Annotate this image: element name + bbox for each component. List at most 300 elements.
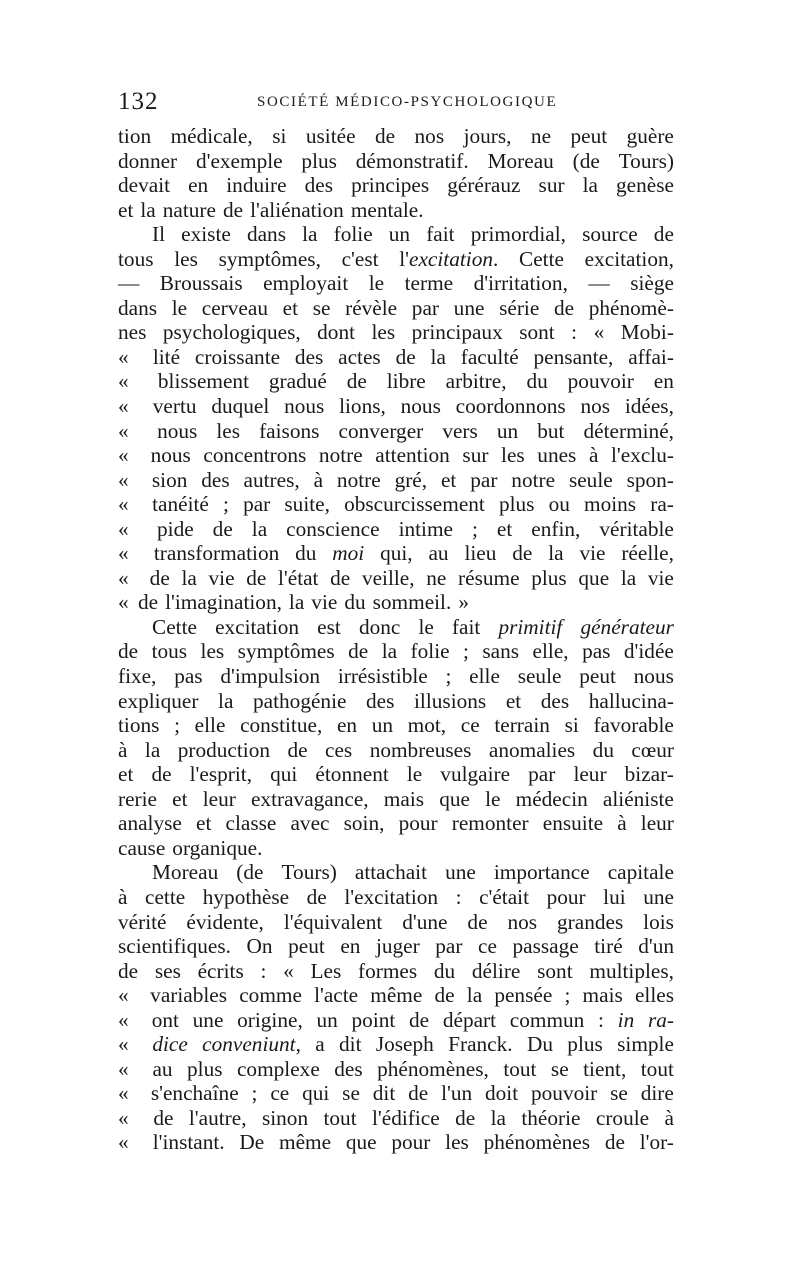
word: »	[458, 590, 469, 615]
word: faculté	[460, 344, 519, 369]
word: le	[485, 786, 501, 811]
text-line	[118, 590, 674, 615]
word: se	[550, 1056, 569, 1081]
word: but	[537, 418, 565, 443]
word: rerie	[118, 786, 158, 811]
page-number: 132	[118, 88, 159, 115]
text-line	[118, 419, 674, 444]
word: On	[246, 934, 273, 959]
word: le	[418, 614, 434, 639]
quote-mark: «	[118, 369, 129, 394]
word: de	[246, 565, 267, 590]
word: nous	[400, 394, 441, 419]
word: hypothèse	[202, 884, 290, 909]
word: vie	[579, 541, 606, 566]
word: affai-	[628, 344, 674, 369]
word: de	[118, 958, 139, 983]
quote-mark: «	[118, 516, 129, 541]
word: moins	[584, 492, 637, 517]
word: tous	[118, 246, 154, 271]
word: déterminé,	[583, 418, 674, 443]
word: est	[317, 614, 341, 639]
word: par	[243, 492, 271, 517]
word: Broussais	[159, 271, 243, 296]
word: primordial,	[470, 222, 566, 247]
word: de	[512, 541, 533, 566]
word: de	[604, 1130, 625, 1155]
word: elle	[194, 713, 226, 738]
word: la	[144, 737, 161, 762]
text-line	[118, 664, 674, 689]
word: l'imagination,	[165, 590, 282, 615]
text-line	[118, 247, 674, 272]
word: constitue,	[240, 713, 323, 738]
word: un	[496, 418, 519, 443]
word: actes	[338, 344, 381, 369]
word: dire	[640, 1081, 674, 1106]
word: l'état	[277, 565, 319, 590]
word: ;	[463, 639, 469, 664]
word: nes	[118, 320, 147, 345]
word: jours,	[463, 124, 512, 148]
word: la	[582, 173, 598, 198]
word: veille,	[361, 565, 415, 590]
word: Franck.	[448, 1032, 513, 1057]
text-line	[118, 1106, 674, 1131]
word: plus	[567, 1032, 603, 1057]
word: scientifiques.	[118, 934, 231, 959]
word: spon-	[626, 467, 674, 492]
quote-mark: «	[118, 1007, 129, 1032]
word: s'enchaîne	[150, 1081, 239, 1106]
word: médicale,	[170, 124, 253, 148]
quote-mark: «	[118, 590, 129, 615]
text-line	[118, 885, 674, 910]
word: leur	[573, 762, 607, 787]
word: gérérauz	[447, 173, 521, 198]
word: l'acte	[314, 983, 359, 1008]
word: nature	[162, 197, 216, 222]
word: Joseph	[375, 1032, 434, 1057]
text-line	[118, 566, 674, 591]
word: sion	[151, 467, 188, 492]
word: mais	[383, 786, 425, 811]
word: avec	[290, 811, 330, 836]
word: ;	[472, 516, 478, 541]
word: (de	[236, 860, 264, 885]
word: siège	[630, 271, 674, 296]
text-line	[118, 910, 674, 935]
text-line	[118, 738, 674, 763]
word: irrésistible	[337, 664, 428, 689]
word: simple	[617, 1032, 674, 1057]
word: la	[218, 688, 234, 713]
word: peut	[570, 124, 608, 148]
word: un	[388, 222, 411, 247]
word: tous	[151, 639, 188, 664]
word: des	[334, 1056, 363, 1081]
word: gradué	[268, 369, 327, 394]
word: c'est	[341, 246, 379, 271]
word: l'autre,	[188, 1105, 247, 1130]
word: symptômes	[237, 639, 335, 664]
word: nombreuses	[369, 737, 472, 762]
word: seule	[517, 664, 562, 689]
word: plus	[301, 148, 337, 173]
word: théorie	[521, 1105, 581, 1130]
word: gré,	[394, 467, 428, 492]
word: des	[366, 688, 395, 713]
word: elle	[469, 664, 500, 689]
word: les	[174, 246, 198, 271]
quote-mark: «	[118, 418, 129, 443]
word: peut	[579, 664, 616, 689]
word: ra-	[650, 492, 674, 517]
word: suite,	[284, 492, 330, 517]
word: tiré	[594, 934, 623, 959]
quote-mark: «	[118, 1081, 129, 1106]
word: que	[345, 1130, 377, 1155]
word: si	[564, 713, 579, 738]
word: la	[466, 983, 483, 1008]
page-header	[115, 88, 685, 118]
word: enfin,	[531, 516, 581, 541]
word: plus	[498, 492, 535, 517]
word: donc	[358, 614, 401, 639]
text-line	[118, 443, 674, 468]
word: Cette	[152, 614, 197, 639]
word: anomalies	[488, 737, 576, 762]
word: même	[370, 983, 423, 1008]
word: la	[251, 516, 268, 541]
word: de	[212, 516, 233, 541]
word: cette	[145, 884, 186, 909]
word: les	[501, 443, 525, 468]
word: de	[395, 344, 416, 369]
word: grandes	[557, 909, 624, 934]
word: Moreau	[152, 860, 219, 885]
word: ses	[154, 958, 181, 983]
word: de	[408, 1081, 429, 1106]
word: folie	[333, 222, 373, 247]
word: évidente,	[186, 909, 264, 934]
text-line	[118, 124, 674, 149]
word: notre	[336, 467, 381, 492]
word: de	[467, 909, 488, 934]
word: réelle,	[621, 541, 674, 566]
word: pas	[174, 664, 203, 689]
word: devait	[118, 173, 171, 198]
word: sinon	[261, 1105, 309, 1130]
text-line	[118, 860, 674, 885]
text-line	[118, 1008, 674, 1033]
word: dit	[339, 1032, 362, 1057]
quote-mark: «	[118, 1032, 129, 1057]
word: et	[196, 811, 212, 836]
word: l'aliénation	[250, 197, 344, 222]
word: elles	[634, 983, 674, 1008]
word: des	[294, 344, 324, 369]
word: à	[118, 884, 128, 909]
quote-mark: «	[118, 467, 129, 492]
word: d'idée	[623, 639, 674, 664]
word: Tours)	[281, 860, 337, 885]
word: leur	[640, 811, 674, 836]
word: les	[371, 320, 396, 345]
word: médecin	[515, 786, 588, 811]
word: tanéité	[152, 492, 209, 517]
word: d'exemple	[195, 148, 283, 173]
word: employait	[263, 271, 349, 296]
word: de	[330, 565, 351, 590]
word: de	[222, 197, 244, 222]
word: ;	[564, 983, 571, 1008]
word: des	[540, 688, 570, 713]
word: unes	[537, 443, 577, 468]
word: vérité	[118, 909, 167, 934]
text-line	[118, 198, 674, 223]
word: de	[149, 565, 170, 590]
word: tout	[640, 1056, 674, 1081]
word: vers	[442, 418, 478, 443]
word: de	[409, 1007, 430, 1032]
word: fait	[451, 614, 481, 639]
word: fixe,	[118, 664, 157, 689]
word: révèle	[345, 295, 398, 320]
word: un	[371, 713, 393, 738]
word: extravagance,	[250, 786, 369, 811]
word: ce	[460, 713, 480, 738]
word: vulgaire	[440, 762, 511, 787]
word: si	[272, 124, 287, 148]
word: même	[279, 1130, 332, 1155]
italic-word: dice	[152, 1032, 188, 1057]
word: notre	[511, 467, 556, 492]
word: sur	[462, 443, 489, 468]
word: intime	[398, 516, 453, 541]
word: phénomè-	[588, 295, 674, 320]
word: qui	[270, 762, 298, 787]
word: ces	[325, 737, 353, 762]
word: pensante,	[533, 344, 614, 369]
word: une	[453, 295, 485, 320]
word: attachait	[354, 860, 428, 885]
word: usitée	[305, 124, 356, 148]
word: terme	[404, 271, 454, 296]
body-text	[118, 124, 674, 1155]
word: pensée	[494, 983, 553, 1008]
word: du	[526, 369, 548, 394]
word: le	[171, 295, 188, 320]
text-line	[118, 296, 674, 321]
word: de	[138, 590, 159, 615]
word: de	[434, 983, 455, 1008]
word: conveniunt,	[202, 1032, 301, 1057]
word: Cette	[519, 246, 564, 271]
word: idées,	[624, 394, 674, 419]
word: les	[200, 639, 225, 664]
word: commun	[509, 1007, 585, 1032]
word: véritable	[599, 516, 674, 541]
word: remonter	[451, 811, 529, 836]
word: du	[592, 737, 614, 762]
word: cerveau	[201, 295, 268, 320]
word: sont	[537, 958, 573, 983]
word: variables	[150, 983, 228, 1008]
word: classe	[225, 811, 277, 836]
word: ont	[151, 1007, 179, 1032]
word: à	[664, 1105, 674, 1130]
word: par	[411, 295, 439, 320]
word: les	[216, 418, 241, 443]
word: illusions	[414, 688, 487, 713]
word: en	[653, 369, 674, 394]
word: phénomènes,	[377, 1056, 489, 1081]
word: nous	[157, 418, 198, 443]
word: du	[295, 541, 317, 566]
text-line	[118, 811, 674, 836]
word: doit	[485, 1081, 519, 1106]
word: elle,	[532, 639, 569, 664]
word: Moreau	[487, 148, 554, 173]
word: au	[428, 541, 449, 566]
word: sont	[519, 320, 555, 345]
word: complexe	[236, 1056, 320, 1081]
word: les	[445, 1130, 469, 1155]
running-title: SOCIÉTÉ MÉDICO-PSYCHOLOGIQUE	[257, 94, 558, 110]
word: démonstratif.	[355, 148, 469, 173]
word: autres,	[243, 467, 300, 492]
text-line	[118, 934, 674, 959]
word: pour	[546, 884, 586, 909]
word: et	[172, 786, 188, 811]
word: l'esprit,	[189, 762, 253, 787]
text-line	[118, 1130, 674, 1155]
word: des	[304, 173, 334, 198]
word: la	[140, 197, 156, 222]
word: Tours)	[618, 148, 674, 173]
word: à	[118, 737, 128, 762]
word: dans	[118, 295, 158, 320]
word: phénomènes	[483, 1130, 591, 1155]
word: Il	[152, 222, 166, 247]
word: nos	[580, 394, 611, 419]
text-line	[118, 149, 674, 174]
word: transformation	[153, 541, 280, 566]
word: une	[192, 1007, 224, 1032]
word: organique.	[172, 835, 263, 860]
word: ensuite	[542, 811, 604, 836]
word: croule	[595, 1105, 650, 1130]
word: lions,	[339, 394, 386, 419]
word: en	[340, 934, 361, 959]
word: l'édifice	[372, 1105, 440, 1130]
word: cause	[118, 835, 166, 860]
word: croissante	[194, 344, 281, 369]
text-line	[118, 345, 674, 370]
word: pide	[157, 516, 194, 541]
word: de	[346, 369, 367, 394]
word: plus	[187, 1056, 223, 1081]
word: la	[288, 590, 305, 615]
text-line	[118, 517, 674, 542]
word: par	[528, 762, 556, 787]
word: de	[553, 295, 575, 320]
word: étonnent	[315, 762, 389, 787]
word: en	[188, 173, 209, 198]
word: que	[439, 786, 470, 811]
text-line	[118, 639, 674, 664]
word: passage	[512, 934, 579, 959]
word: une	[445, 860, 476, 885]
word: leur	[202, 786, 236, 811]
word: guère	[626, 124, 674, 148]
word: genèse	[616, 173, 674, 198]
word: dont	[317, 320, 356, 345]
word: le	[368, 271, 385, 296]
word: pas	[582, 639, 611, 664]
quote-mark: «	[118, 565, 129, 590]
word: ne	[530, 124, 552, 148]
word: ;	[223, 492, 229, 517]
word: ou	[548, 492, 570, 517]
word: la	[430, 344, 446, 369]
word: psychologiques,	[162, 320, 301, 345]
word: à	[313, 467, 324, 492]
word: en	[336, 713, 358, 738]
word: Mobi-	[620, 320, 674, 345]
word: excitation,	[584, 246, 674, 271]
word: seule	[568, 467, 613, 492]
word: lui	[603, 884, 626, 909]
word: lieu	[464, 541, 497, 566]
quote-mark: «	[118, 1105, 129, 1130]
word: formes	[358, 958, 418, 983]
word: la	[181, 565, 197, 590]
word: l'exclu-	[610, 443, 674, 468]
word: principaux	[411, 320, 503, 345]
word: favorable	[593, 713, 674, 738]
word: symptômes,	[218, 246, 321, 271]
word: par	[435, 934, 463, 959]
word: pouvoir	[531, 1081, 598, 1106]
word: —	[118, 271, 140, 296]
word: d'une	[402, 909, 448, 934]
word: et	[496, 516, 513, 541]
word: de	[118, 639, 139, 664]
word: lité	[152, 344, 181, 369]
word: ce	[478, 934, 497, 959]
word: blissement	[157, 369, 249, 394]
word: multiples,	[589, 958, 674, 983]
word: à	[588, 443, 599, 468]
word: ;	[251, 1081, 258, 1106]
word: au	[152, 1056, 173, 1081]
word: l'instant.	[152, 1130, 225, 1155]
word: «	[283, 958, 294, 983]
word: expliquer	[118, 688, 199, 713]
word: et	[118, 762, 134, 787]
word: «	[593, 320, 605, 345]
word: résume	[458, 565, 520, 590]
word: pouvoir	[567, 369, 634, 394]
quote-mark: «	[118, 492, 129, 517]
word: production	[177, 737, 271, 762]
word: série	[499, 295, 540, 320]
text-line	[118, 1032, 674, 1057]
word: se	[312, 295, 331, 320]
word: terrain	[494, 713, 550, 738]
